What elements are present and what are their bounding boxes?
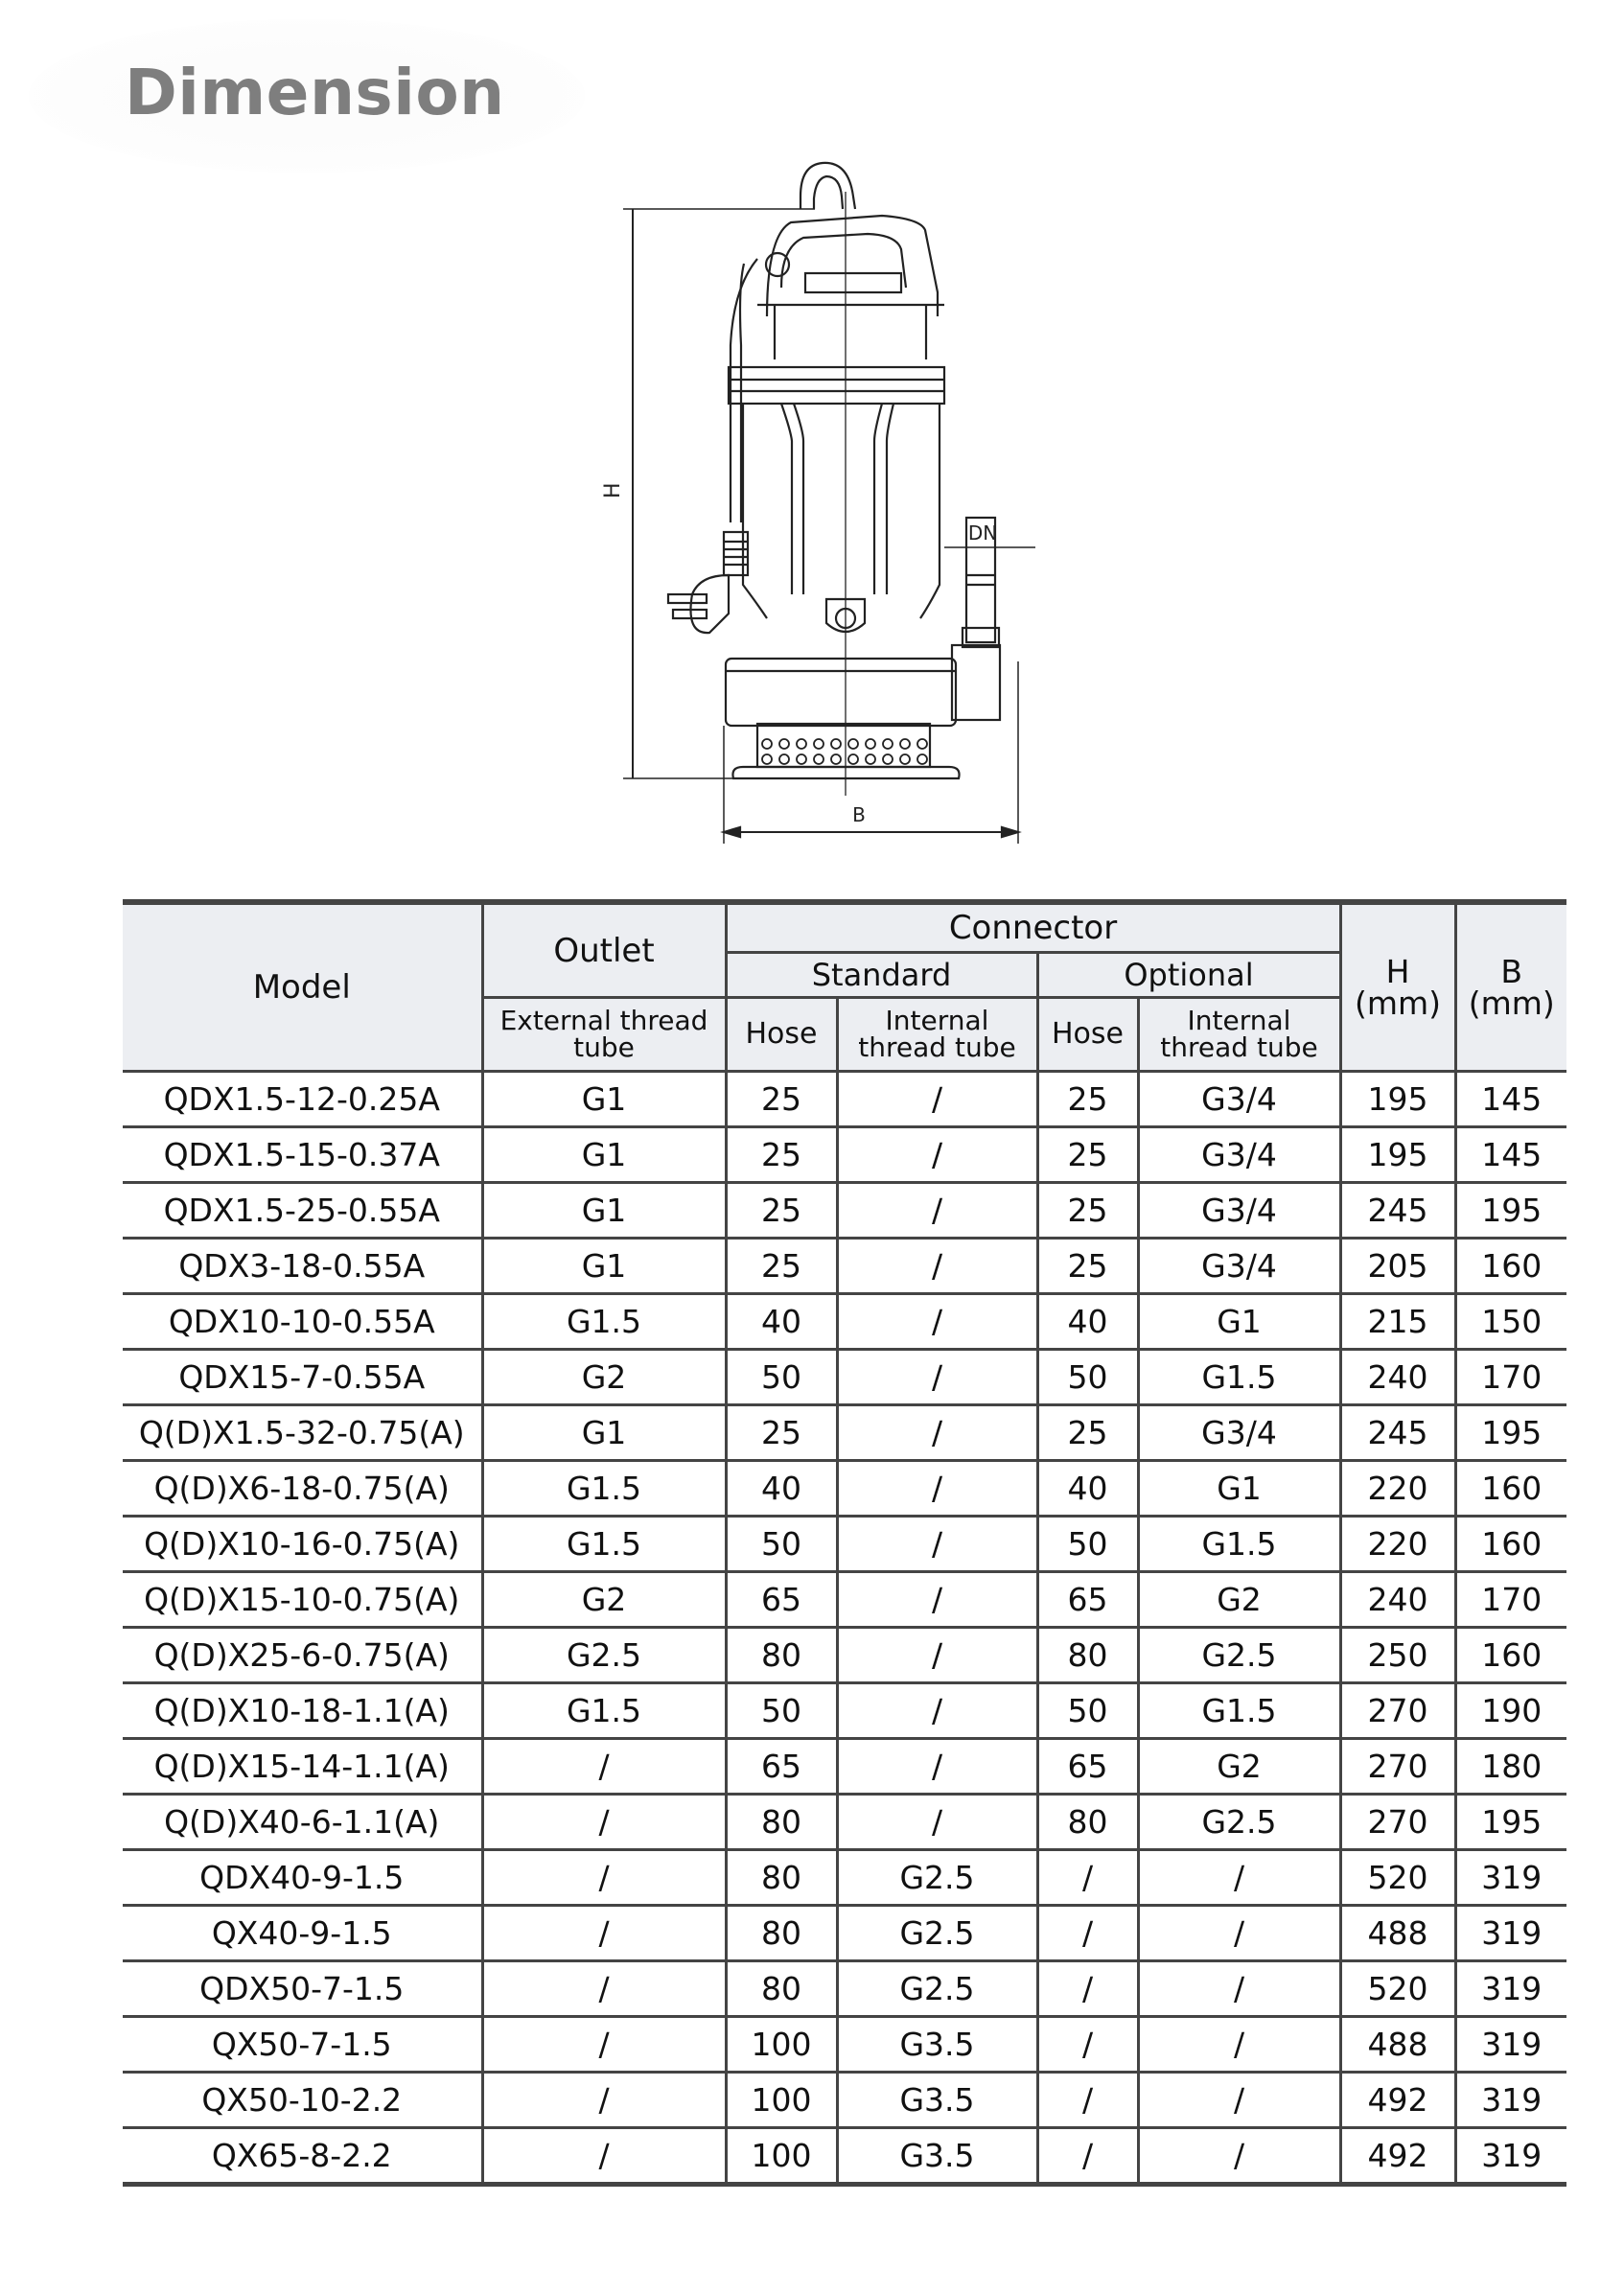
cell-standard-thread: / [837, 1127, 1037, 1183]
cell-model: QX50-7-1.5 [123, 2017, 482, 2073]
header-standard-internal-thread: Internal thread tube [837, 998, 1037, 1072]
cell-b: 150 [1455, 1294, 1566, 1350]
cell-b: 319 [1455, 1906, 1566, 1961]
width-label: B [852, 803, 866, 826]
cell-standard-thread: G2.5 [837, 1906, 1037, 1961]
cell-b: 160 [1455, 1628, 1566, 1683]
cell-optional-thread: / [1138, 1906, 1340, 1961]
cell-model: QX50-10-2.2 [123, 2073, 482, 2128]
cell-optional-hose: 80 [1037, 1795, 1138, 1850]
cell-h: 220 [1340, 1461, 1455, 1517]
table-row [123, 1795, 1566, 1850]
outlet-diameter-label: DN [967, 521, 998, 545]
cell-optional-hose: 25 [1037, 1183, 1138, 1239]
cell-standard-hose: 25 [726, 1405, 837, 1461]
cell-optional-hose: 25 [1037, 1127, 1138, 1183]
header-standard: Standard [726, 953, 1037, 998]
cell-outlet: G1 [482, 1183, 726, 1239]
cell-standard-hose: 25 [726, 1072, 837, 1127]
cell-optional-hose: 40 [1037, 1461, 1138, 1517]
cell-standard-thread: / [837, 1239, 1037, 1294]
cell-optional-thread: / [1138, 1961, 1340, 2017]
cell-model: QX65-8-2.2 [123, 2128, 482, 2185]
cell-model: Q(D)X10-18-1.1(A) [123, 1683, 482, 1739]
header-b-label: B [1500, 953, 1523, 990]
table-row [123, 1517, 1566, 1572]
cell-h: 195 [1340, 1072, 1455, 1127]
cell-model: QDX1.5-25-0.55A [123, 1183, 482, 1239]
table-row [123, 1961, 1566, 2017]
cell-standard-thread: / [837, 1795, 1037, 1850]
cell-standard-hose: 80 [726, 1850, 837, 1906]
cell-standard-thread: / [837, 1350, 1037, 1405]
cell-model: QX40-9-1.5 [123, 1906, 482, 1961]
cell-outlet: G1 [482, 1405, 726, 1461]
cell-b: 180 [1455, 1739, 1566, 1795]
cell-standard-hose: 40 [726, 1294, 837, 1350]
cell-h: 240 [1340, 1572, 1455, 1628]
table-row [123, 2073, 1566, 2128]
header-outlet: Outlet [482, 902, 726, 998]
cell-optional-thread: G1.5 [1138, 1350, 1340, 1405]
cell-outlet: G2 [482, 1572, 726, 1628]
cell-h: 250 [1340, 1628, 1455, 1683]
cell-optional-thread: G3/4 [1138, 1072, 1340, 1127]
cell-outlet: G1 [482, 1127, 726, 1183]
cell-optional-hose: / [1037, 1961, 1138, 2017]
cell-b: 319 [1455, 2073, 1566, 2128]
cable-gland [724, 532, 748, 575]
table-row [123, 1294, 1566, 1350]
cell-optional-thread: G1.5 [1138, 1517, 1340, 1572]
cell-h: 488 [1340, 1906, 1455, 1961]
cell-b: 195 [1455, 1405, 1566, 1461]
cell-optional-thread: G3/4 [1138, 1239, 1340, 1294]
cell-optional-hose: 65 [1037, 1572, 1138, 1628]
cell-optional-thread: G1.5 [1138, 1683, 1340, 1739]
cell-b: 170 [1455, 1350, 1566, 1405]
cell-b: 145 [1455, 1127, 1566, 1183]
table-row [123, 1405, 1566, 1461]
cell-standard-thread: / [837, 1683, 1037, 1739]
cell-optional-hose: 25 [1037, 1405, 1138, 1461]
cell-standard-hose: 25 [726, 1127, 837, 1183]
cell-standard-thread: / [837, 1072, 1037, 1127]
cell-standard-thread: / [837, 1461, 1037, 1517]
cell-b: 160 [1455, 1239, 1566, 1294]
pump-dimension-drawing [594, 153, 1055, 844]
cell-optional-thread: G3/4 [1138, 1405, 1340, 1461]
cell-standard-hose: 80 [726, 1906, 837, 1961]
table-row [123, 2017, 1566, 2073]
cell-standard-thread: G3.5 [837, 2017, 1037, 2073]
cell-optional-thread: / [1138, 2017, 1340, 2073]
cell-b: 160 [1455, 1461, 1566, 1517]
header-b [1455, 902, 1566, 1072]
cell-standard-hose: 50 [726, 1350, 837, 1405]
cell-standard-thread: / [837, 1294, 1037, 1350]
cell-standard-hose: 25 [726, 1183, 837, 1239]
cell-b: 190 [1455, 1683, 1566, 1739]
cell-optional-hose: / [1037, 1850, 1138, 1906]
lifting-handle [800, 163, 855, 209]
header-connector: Connector [726, 902, 1340, 953]
cell-b: 170 [1455, 1572, 1566, 1628]
cell-b: 195 [1455, 1795, 1566, 1850]
cell-outlet: / [482, 1795, 726, 1850]
cell-standard-hose: 100 [726, 2017, 837, 2073]
cell-optional-hose: / [1037, 1906, 1138, 1961]
table-row [123, 1683, 1566, 1739]
cell-standard-hose: 80 [726, 1795, 837, 1850]
cell-optional-hose: 80 [1037, 1628, 1138, 1683]
cell-optional-thread: G1 [1138, 1294, 1340, 1350]
cell-optional-thread: G2.5 [1138, 1795, 1340, 1850]
cell-optional-thread: G3/4 [1138, 1183, 1340, 1239]
cell-standard-thread: G3.5 [837, 2128, 1037, 2185]
header-h-label: H [1385, 953, 1410, 990]
cell-standard-thread: / [837, 1628, 1037, 1683]
cell-standard-thread: / [837, 1183, 1037, 1239]
cell-h: 520 [1340, 1850, 1455, 1906]
cell-standard-hose: 25 [726, 1239, 837, 1294]
cell-optional-thread: G2 [1138, 1572, 1340, 1628]
cell-outlet: G1.5 [482, 1294, 726, 1350]
cell-model: QDX40-9-1.5 [123, 1850, 482, 1906]
cell-standard-thread: G3.5 [837, 2073, 1037, 2128]
cell-standard-hose: 100 [726, 2128, 837, 2185]
cell-h: 492 [1340, 2073, 1455, 2128]
motor-cap [767, 216, 938, 316]
header-optional-internal-thread: Internal thread tube [1138, 998, 1340, 1072]
table-body [123, 1072, 1566, 2185]
cell-outlet: G2.5 [482, 1628, 726, 1683]
cell-outlet: G1.5 [482, 1683, 726, 1739]
cell-h: 245 [1340, 1183, 1455, 1239]
table-row [123, 1572, 1566, 1628]
cell-standard-hose: 100 [726, 2073, 837, 2128]
cell-standard-hose: 80 [726, 1628, 837, 1683]
cell-standard-thread: / [837, 1572, 1037, 1628]
table-row [123, 1850, 1566, 1906]
header-optional: Optional [1037, 953, 1340, 998]
dimension-table [123, 899, 1566, 2187]
cell-outlet: / [482, 2017, 726, 2073]
cell-h: 220 [1340, 1517, 1455, 1572]
page-title: Dimension [125, 56, 505, 129]
cell-model: QDX15-7-0.55A [123, 1350, 482, 1405]
cell-optional-hose: / [1037, 2017, 1138, 2073]
cell-outlet: / [482, 1850, 726, 1906]
cell-model: QDX50-7-1.5 [123, 1961, 482, 2017]
cell-h: 492 [1340, 2128, 1455, 2185]
cell-optional-hose: 50 [1037, 1350, 1138, 1405]
table-row [123, 1461, 1566, 1517]
cell-b: 319 [1455, 1961, 1566, 2017]
cell-optional-thread: G3/4 [1138, 1127, 1340, 1183]
cell-outlet: / [482, 2128, 726, 2185]
cell-h: 488 [1340, 2017, 1455, 2073]
cell-outlet: G1 [482, 1072, 726, 1127]
cell-optional-hose: 40 [1037, 1294, 1138, 1350]
cell-standard-thread: / [837, 1405, 1037, 1461]
header-h [1340, 902, 1455, 1072]
cell-optional-hose: 25 [1037, 1072, 1138, 1127]
cell-standard-hose: 65 [726, 1739, 837, 1795]
cell-model: Q(D)X15-14-1.1(A) [123, 1739, 482, 1795]
cell-outlet: G2 [482, 1350, 726, 1405]
cell-standard-hose: 50 [726, 1517, 837, 1572]
cell-model: Q(D)X15-10-0.75(A) [123, 1572, 482, 1628]
header-outlet-external-thread: External thread tube [482, 998, 726, 1072]
cell-model: QDX1.5-12-0.25A [123, 1072, 482, 1127]
strainer-holes [762, 739, 927, 764]
header-optional-hose: Hose [1037, 998, 1138, 1072]
cell-model: Q(D)X25-6-0.75(A) [123, 1628, 482, 1683]
table-row [123, 1906, 1566, 1961]
height-label: H [601, 482, 625, 498]
cell-standard-hose: 80 [726, 1961, 837, 2017]
cell-b: 319 [1455, 2017, 1566, 2073]
cell-standard-thread: G2.5 [837, 1850, 1037, 1906]
cell-model: QDX1.5-15-0.37A [123, 1127, 482, 1183]
cell-b: 319 [1455, 1850, 1566, 1906]
header-standard-hose: Hose [726, 998, 837, 1072]
cell-h: 270 [1340, 1739, 1455, 1795]
cell-h: 270 [1340, 1795, 1455, 1850]
table-row [123, 2128, 1566, 2185]
cell-b: 319 [1455, 2128, 1566, 2185]
cell-standard-thread: / [837, 1739, 1037, 1795]
header-model: Model [123, 902, 482, 1072]
table-row [123, 1239, 1566, 1294]
cell-h: 245 [1340, 1405, 1455, 1461]
cell-standard-thread: / [837, 1517, 1037, 1572]
cell-b: 195 [1455, 1183, 1566, 1239]
cell-optional-hose: / [1037, 2073, 1138, 2128]
cell-b: 145 [1455, 1072, 1566, 1127]
cell-optional-thread: G2 [1138, 1739, 1340, 1795]
cell-h: 215 [1340, 1294, 1455, 1350]
header-h-unit: (mm) [1354, 985, 1442, 1022]
cell-h: 270 [1340, 1683, 1455, 1739]
pump-housing [726, 659, 956, 726]
cell-optional-hose: 50 [1037, 1683, 1138, 1739]
strainer [757, 724, 930, 767]
cell-model: Q(D)X6-18-0.75(A) [123, 1461, 482, 1517]
cell-outlet: / [482, 1906, 726, 1961]
cell-standard-hose: 50 [726, 1683, 837, 1739]
cell-model: Q(D)X40-6-1.1(A) [123, 1795, 482, 1850]
table-row [123, 1628, 1566, 1683]
cell-outlet: G1 [482, 1239, 726, 1294]
cell-standard-hose: 40 [726, 1461, 837, 1517]
table-row [123, 1350, 1566, 1405]
cell-model: Q(D)X10-16-0.75(A) [123, 1517, 482, 1572]
cell-model: QDX3-18-0.55A [123, 1239, 482, 1294]
table-row [123, 1072, 1566, 1127]
cell-optional-thread: / [1138, 2073, 1340, 2128]
cell-model: Q(D)X1.5-32-0.75(A) [123, 1405, 482, 1461]
cell-h: 240 [1340, 1350, 1455, 1405]
cell-outlet: / [482, 1739, 726, 1795]
cell-outlet: / [482, 1961, 726, 2017]
cell-optional-thread: G1 [1138, 1461, 1340, 1517]
cell-optional-hose: / [1037, 2128, 1138, 2185]
cell-b: 160 [1455, 1517, 1566, 1572]
cell-standard-hose: 65 [726, 1572, 837, 1628]
motor-body [743, 404, 767, 618]
cell-optional-thread: G2.5 [1138, 1628, 1340, 1683]
table-row [123, 1183, 1566, 1239]
table-row [123, 1739, 1566, 1795]
cell-outlet: / [482, 2073, 726, 2128]
cell-optional-hose: 25 [1037, 1239, 1138, 1294]
cell-outlet: G1.5 [482, 1461, 726, 1517]
cell-optional-thread: / [1138, 2128, 1340, 2185]
motor-flange [729, 367, 944, 404]
cell-optional-hose: 65 [1037, 1739, 1138, 1795]
cell-model: QDX10-10-0.55A [123, 1294, 482, 1350]
header-b-unit: (mm) [1468, 985, 1555, 1022]
cell-outlet: G1.5 [482, 1517, 726, 1572]
table-row [123, 1127, 1566, 1183]
cell-standard-thread: G2.5 [837, 1961, 1037, 2017]
cell-h: 520 [1340, 1961, 1455, 2017]
cell-optional-thread: / [1138, 1850, 1340, 1906]
cell-h: 195 [1340, 1127, 1455, 1183]
cell-optional-hose: 50 [1037, 1517, 1138, 1572]
cell-h: 205 [1340, 1239, 1455, 1294]
